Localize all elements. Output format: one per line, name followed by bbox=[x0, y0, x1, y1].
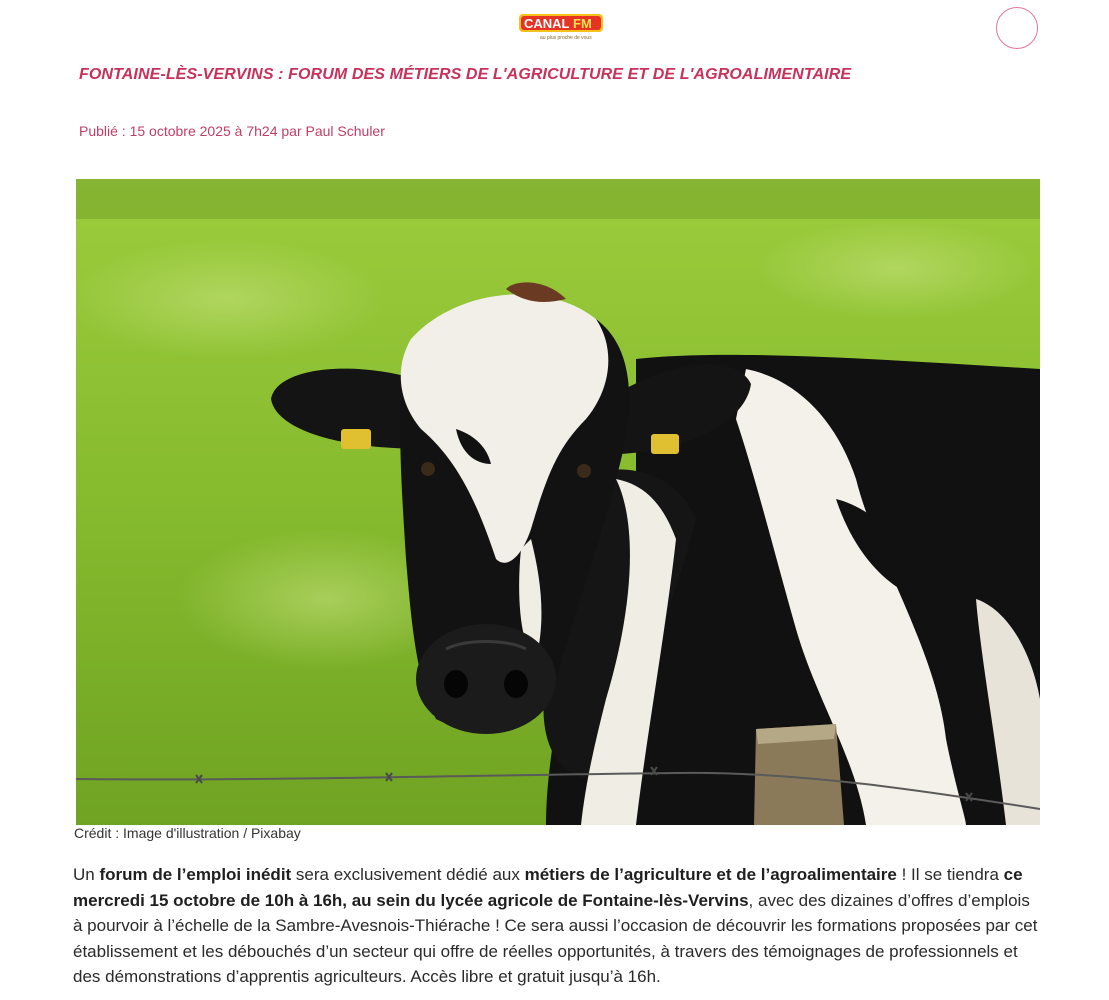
image-credit: Crédit : Image d'illustration / Pixabay bbox=[74, 825, 301, 841]
article-image bbox=[76, 179, 1040, 825]
circle-stamp-icon bbox=[996, 7, 1038, 49]
body-bold-metiers: métiers de l’agriculture et de l’agroalimentaire bbox=[524, 865, 897, 884]
canalfm-logo[interactable] bbox=[518, 12, 604, 42]
publish-info: Publié : 15 octobre 2025 à 7h24 par Paul Schuler bbox=[79, 123, 385, 139]
svg-text:CANAL: CANAL bbox=[524, 16, 570, 31]
body-bold-forum: forum de l’emploi inédit bbox=[99, 865, 292, 884]
article-body bbox=[73, 862, 1043, 990]
svg-text:au plus proche de vous: au plus proche de vous bbox=[540, 35, 592, 41]
body-text-segment: Un bbox=[73, 865, 100, 884]
body-text-segment: sera exclusivement dédié aux bbox=[291, 865, 525, 884]
body-text-segment: , avec des dizaines d’offres d’emplois à pourvoir à l’échelle de la Sambre-Avesnois-Thiérache ! Ce sera aussi l’occasion de découvrir les formations proposées par cet établissement et les débouchés d’un secteur qui offre de réelles opportunités, à travers des témoignages de professionnels et des démonstrations d’apprentis agriculteurs. Accès libre et gratuit jusqu’à 16h. bbox=[73, 890, 1038, 986]
body-bold-date-lieu: ce mercredi 15 octobre de 10h à 16h, au sein du lycée agricole de Fontaine-lès-Vervins bbox=[73, 865, 1023, 910]
article-title: FONTAINE-LÈS-VERVINS : FORUM DES MÉTIERS DE L'AGRICULTURE ET DE L'AGROALIMENTAIRE bbox=[79, 66, 852, 83]
body-text-segment: ! Il se tiendra bbox=[896, 865, 1004, 884]
svg-text:FM: FM bbox=[573, 16, 592, 31]
